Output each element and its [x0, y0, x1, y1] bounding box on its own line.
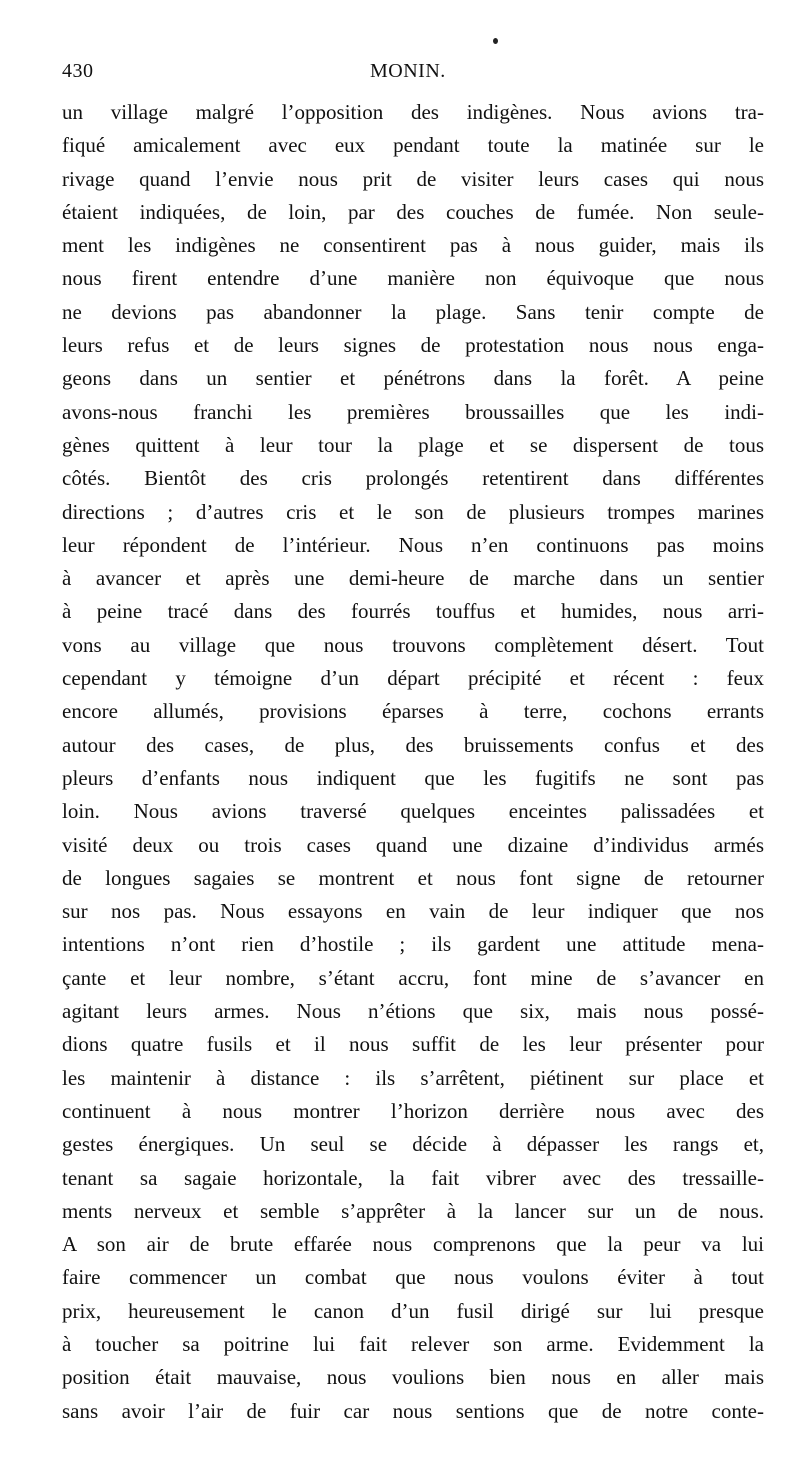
text-line: les maintenir à distance : ils s’arrêtent, piétinent sur place et	[62, 1065, 764, 1090]
text-line: autour des cases, de plus, des bruissements confus et des	[62, 732, 764, 757]
text-line: ments nerveux et semble s’apprêter à la lancer sur un de nous.	[62, 1198, 764, 1223]
text-line: faire commencer un combat que nous voulons éviter à tout	[62, 1265, 764, 1290]
text-line: rivage quand l’envie nous prit de visiter leurs cases qui nous	[62, 166, 764, 191]
text-line: intentions n’ont rien d’hostile ; ils gardent une attitude mena-	[62, 932, 764, 957]
text-line: dions quatre fusils et il nous suffit de les leur présenter pour	[62, 1032, 764, 1057]
text-line: à peine tracé dans des fourrés touffus et humides, nous arri-	[62, 599, 764, 624]
running-head: MONIN.	[370, 60, 446, 82]
text-line: leurs refus et de leurs signes de protestation nous nous enga-	[62, 333, 764, 358]
text-line: çante et leur nombre, s’étant accru, font mine de s’avancer en	[62, 965, 764, 990]
text-line: de longues sagaies se montrent et nous font signe de retourner	[62, 865, 764, 890]
text-line: fiqué amicalement avec eux pendant toute la matinée sur le	[62, 133, 764, 158]
text-line: sans avoir l’air de fuir car nous sentions que de notre conte-	[62, 1398, 764, 1423]
text-line: visité deux ou trois cases quand une dizaine d’individus armés	[62, 832, 764, 857]
text-line: position était mauvaise, nous voulions bien nous en aller mais	[62, 1365, 764, 1390]
text-line: leur répondent de l’intérieur. Nous n’en continuons pas moins	[62, 532, 764, 557]
text-line: sur nos pas. Nous essayons en vain de leur indiquer que nos	[62, 899, 764, 924]
text-line: loin. Nous avions traversé quelques enceintes palissadées et	[62, 799, 764, 824]
text-line: étaient indiquées, de loin, par des couches de fumée. Non seule-	[62, 199, 764, 224]
text-line: gènes quittent à leur tour la plage et se dispersent de tous	[62, 432, 764, 457]
page-number: 430	[62, 60, 94, 82]
text-line: cependant y témoigne d’un départ précipité et récent : feux	[62, 666, 764, 691]
text-line: un village malgré l’opposition des indigènes. Nous avions tra-	[62, 100, 764, 124]
ink-speck	[493, 38, 498, 44]
body-text	[62, 96, 764, 1428]
text-line: pleurs d’enfants nous indiquent que les fugitifs ne sont pas	[62, 765, 764, 790]
text-line: tenant sa sagaie horizontale, la fait vibrer avec des tressaille-	[62, 1165, 764, 1190]
text-line: vons au village que nous trouvons complètement désert. Tout	[62, 632, 764, 657]
text-line: encore allumés, provisions éparses à terre, cochons errants	[62, 699, 764, 724]
text-line: prix, heureusement le canon d’un fusil dirigé sur lui presque	[62, 1298, 764, 1323]
text-line: directions ; d’autres cris et le son de plusieurs trompes marines	[62, 499, 764, 524]
text-line: geons dans un sentier et pénétrons dans la forêt. A peine	[62, 366, 764, 391]
text-line: ne devions pas abandonner la plage. Sans tenir compte de	[62, 299, 764, 324]
text-line: ment les indigènes ne consentirent pas à nous guider, mais ils	[62, 233, 764, 258]
text-line: agitant leurs armes. Nous n’étions que six, mais nous possé-	[62, 999, 764, 1024]
text-line: à avancer et après une demi-heure de marche dans un sentier	[62, 566, 764, 591]
text-line: nous firent entendre d’une manière non équivoque que nous	[62, 266, 764, 291]
text-line: A son air de brute effarée nous comprenons que la peur va lui	[62, 1232, 764, 1257]
page-header	[62, 60, 730, 90]
text-line: continuent à nous montrer l’horizon derrière nous avec des	[62, 1098, 764, 1123]
text-line: gestes énergiques. Un seul se décide à dépasser les rangs et,	[62, 1132, 764, 1157]
text-line: à toucher sa poitrine lui fait relever son arme. Evidemment la	[62, 1331, 764, 1356]
text-line: avons-nous franchi les premières broussailles que les indi-	[62, 399, 764, 424]
text-line: côtés. Bientôt des cris prolongés retentirent dans différentes	[62, 466, 764, 491]
